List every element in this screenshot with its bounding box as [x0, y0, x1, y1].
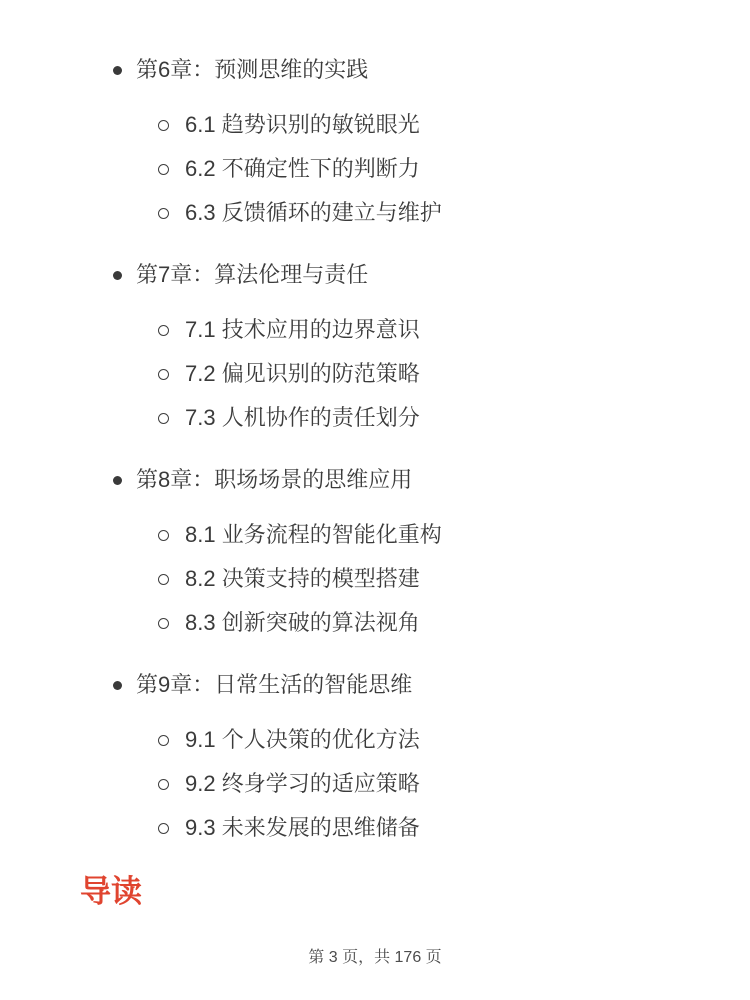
bullet-disc-icon — [113, 66, 122, 75]
toc-chapter-7 — [0, 264, 750, 429]
bullet-circle-icon — [158, 164, 169, 175]
bullet-disc-icon — [113, 271, 122, 280]
bullet-circle-icon — [158, 735, 169, 746]
section-title: 7.1 技术应用的边界意识 — [185, 317, 420, 342]
section-title: 7.2 偏见识别的防范策略 — [185, 361, 420, 386]
toc-section-row — [0, 568, 750, 590]
bullet-circle-icon — [158, 120, 169, 131]
section-title: 9.1 个人决策的优化方法 — [185, 727, 420, 752]
bullet-circle-icon — [158, 618, 169, 629]
toc-sections — [0, 524, 750, 634]
toc-section-row — [0, 729, 750, 751]
bullet-circle-icon — [158, 413, 169, 424]
toc-chapter-row — [0, 674, 750, 696]
toc-chapter-9 — [0, 674, 750, 839]
bullet-circle-icon — [158, 325, 169, 336]
chapter-title: 第8章：职场场景的思维应用 — [136, 467, 413, 492]
toc-section-row — [0, 773, 750, 795]
toc-sections — [0, 319, 750, 429]
section-title: 9.2 终身学习的适应策略 — [185, 771, 420, 796]
toc-chapter-row — [0, 469, 750, 491]
section-title: 8.3 创新突破的算法视角 — [185, 610, 420, 635]
page-number-indicator: 第 3 页，共 176 页 — [308, 949, 442, 966]
section-title: 7.3 人机协作的责任划分 — [185, 405, 420, 430]
bullet-circle-icon — [158, 823, 169, 834]
toc-sections — [0, 114, 750, 224]
toc-section-row — [0, 319, 750, 341]
toc-section-row — [0, 158, 750, 180]
toc-section-row — [0, 817, 750, 839]
chapter-title: 第7章：算法伦理与责任 — [136, 262, 369, 287]
section-title: 6.2 不确定性下的判断力 — [185, 156, 420, 181]
toc-sections — [0, 729, 750, 839]
toc-section-row — [0, 612, 750, 634]
bullet-disc-icon — [113, 681, 122, 690]
section-title: 8.1 业务流程的智能化重构 — [185, 522, 442, 547]
toc-section-row — [0, 114, 750, 136]
toc-section-row — [0, 202, 750, 224]
toc-section-row — [0, 407, 750, 429]
section-title: 9.3 未来发展的思维储备 — [185, 815, 420, 840]
bullet-disc-icon — [113, 476, 122, 485]
bullet-circle-icon — [158, 208, 169, 219]
bullet-circle-icon — [158, 779, 169, 790]
toc-section-row — [0, 524, 750, 546]
bullet-circle-icon — [158, 574, 169, 585]
section-title: 6.1 趋势识别的敏锐眼光 — [185, 112, 420, 137]
bullet-circle-icon — [158, 530, 169, 541]
section-heading-daodu: 导读 — [80, 874, 142, 909]
chapter-title: 第6章：预测思维的实践 — [136, 57, 369, 82]
chapter-title: 第9章：日常生活的智能思维 — [136, 672, 413, 697]
toc-chapter-8 — [0, 469, 750, 634]
bullet-circle-icon — [158, 369, 169, 380]
toc-chapter-6 — [0, 59, 750, 224]
section-title: 8.2 决策支持的模型搭建 — [185, 566, 420, 591]
toc-chapter-row — [0, 59, 750, 81]
toc-chapter-row — [0, 264, 750, 286]
toc-section-row — [0, 363, 750, 385]
section-title: 6.3 反馈循环的建立与维护 — [185, 200, 442, 225]
